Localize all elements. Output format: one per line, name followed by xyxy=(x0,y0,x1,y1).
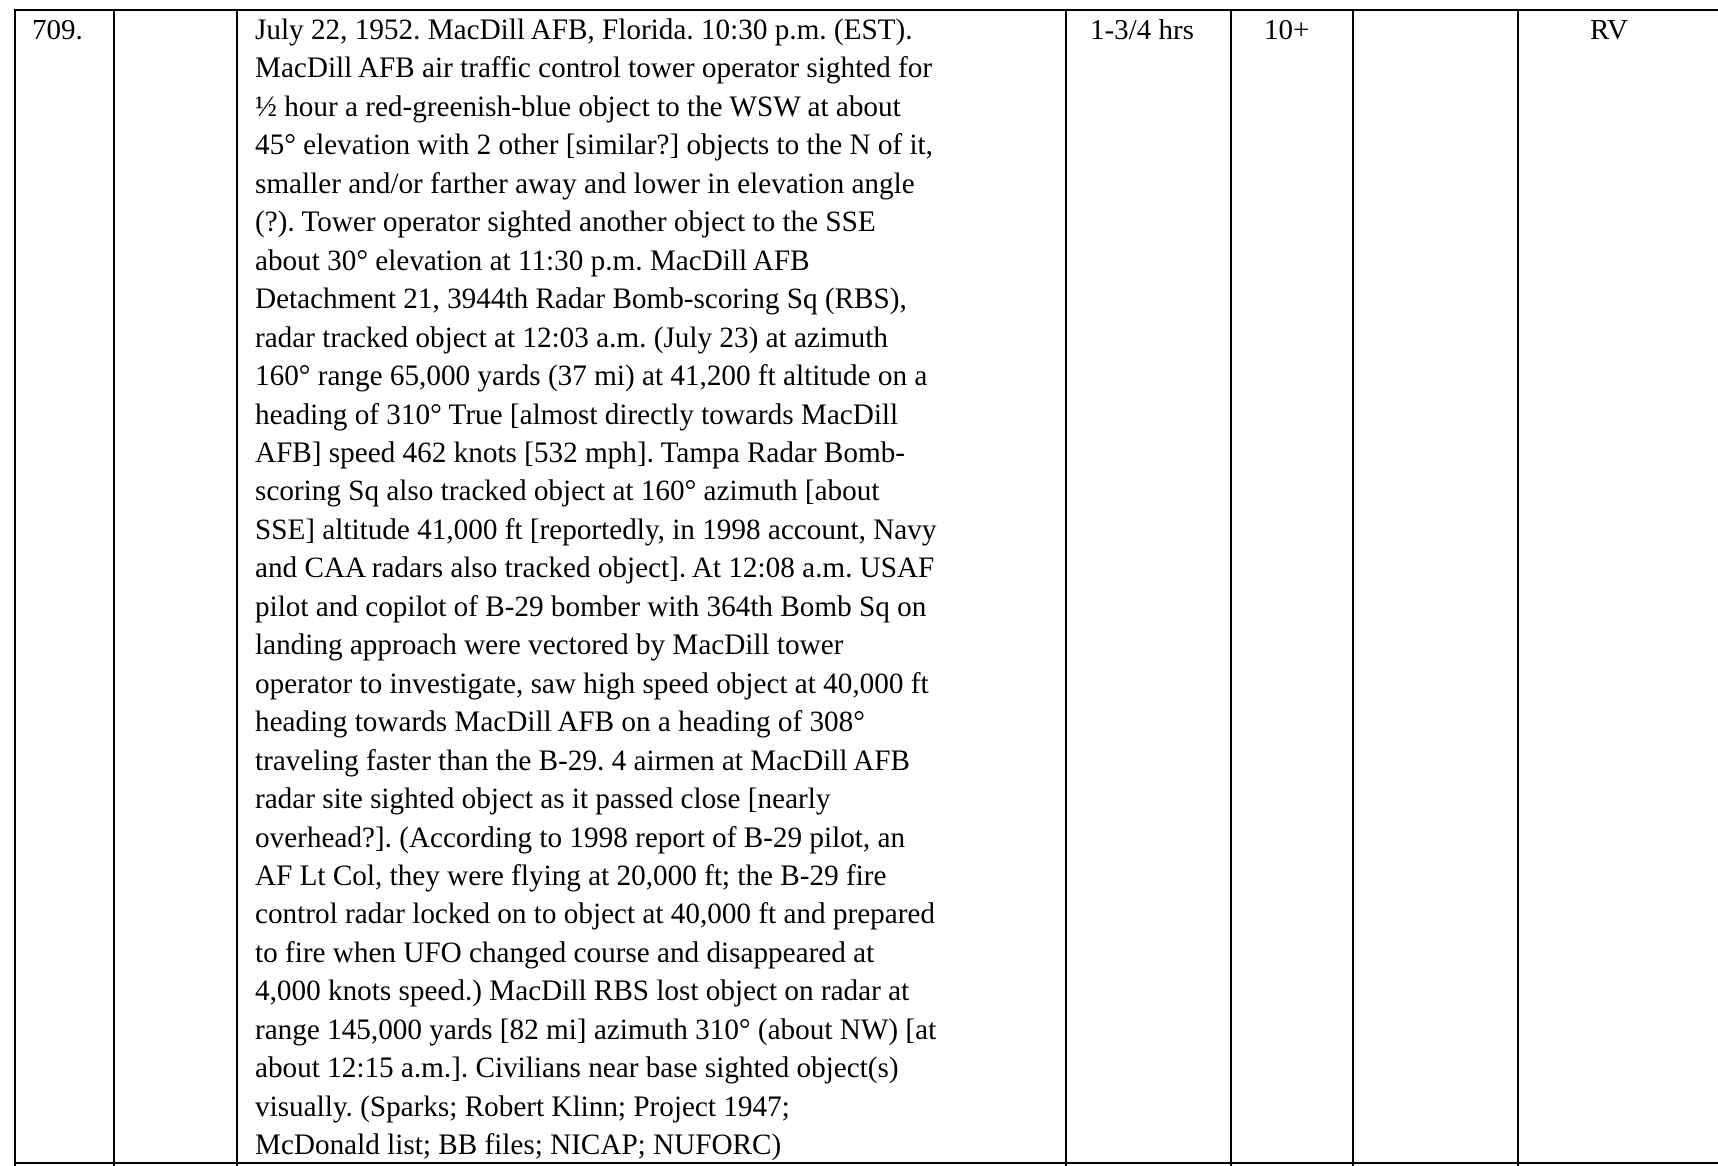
description-line: (?). Tower operator sighted another object to the SSE xyxy=(255,206,876,239)
column-divider-6 xyxy=(1517,9,1519,1166)
entry-description xyxy=(255,11,936,1165)
column-divider-1 xyxy=(113,9,115,1166)
column-divider-5 xyxy=(1352,9,1354,1166)
description-line: about 30° elevation at 11:30 p.m. MacDill AFB xyxy=(255,244,810,277)
description-line: operator to investigate, saw high speed object at 40,000 ft xyxy=(255,667,929,700)
entry-duration: 1-3/4 hrs xyxy=(1090,14,1194,46)
description-line: visually. (Sparks; Robert Klinn; Project 1947; xyxy=(255,1090,790,1123)
description-line: heading towards MacDill AFB on a heading of 308° xyxy=(255,706,865,739)
description-line: landing approach were vectored by MacDill tower xyxy=(255,629,844,662)
description-line: about 12:15 a.m.]. Civilians near base sighted object(s) xyxy=(255,1052,899,1085)
description-line: MacDill AFB air traffic control tower operator sighted for xyxy=(255,52,933,85)
description-line: July 22, 1952. MacDill AFB, Florida. 10:30 p.m. (EST). xyxy=(255,14,913,46)
entry-classification: RV xyxy=(1590,14,1628,46)
description-line: range 145,000 yards [82 mi] azimuth 310° (about NW) [at xyxy=(255,1013,937,1046)
description-line: scoring Sq also tracked object at 160° azimuth [about xyxy=(255,475,880,508)
description-line: and CAA radars also tracked object]. At 12:08 a.m. USAF xyxy=(255,552,935,585)
description-line: control radar locked on to object at 40,000 ft and prepared xyxy=(255,898,935,931)
column-divider-3 xyxy=(1065,9,1067,1166)
description-line: traveling faster than the B-29. 4 airmen at MacDill AFB xyxy=(255,744,910,777)
column-divider-4 xyxy=(1230,9,1232,1166)
description-line: radar site sighted object as it passed close [nearly xyxy=(255,783,831,816)
description-line: AF Lt Col, they were flying at 20,000 ft; the B-29 fire xyxy=(255,859,887,892)
description-line: overhead?]. (According to 1998 report of B-29 pilot, an xyxy=(255,821,906,854)
entry-witnesses: 10+ xyxy=(1264,14,1310,46)
description-line: 160° range 65,000 yards (37 mi) at 41,200 ft altitude on a xyxy=(255,360,928,393)
description-line: SSE] altitude 41,000 ft [reportedly, in 1998 account, Navy xyxy=(255,513,937,546)
description-line: McDonald list; BB files; NICAP; NUFORC) xyxy=(255,1129,782,1162)
description-line: heading of 310° True [almost directly towards MacDill xyxy=(255,398,899,431)
description-line: Detachment 21, 3944th Radar Bomb-scoring Sq (RBS), xyxy=(255,283,907,316)
description-line: 4,000 knots speed.) MacDill RBS lost object on radar at xyxy=(255,975,910,1008)
description-line: 45° elevation with 2 other [similar?] objects to the N of it, xyxy=(255,129,933,162)
description-line: AFB] speed 462 knots [532 mph]. Tampa Radar Bomb- xyxy=(255,436,906,469)
description-line: to fire when UFO changed course and disappeared at xyxy=(255,936,875,969)
column-divider-2 xyxy=(236,9,238,1166)
description-line: pilot and copilot of B-29 bomber with 364th Bomb Sq on xyxy=(255,590,927,623)
table-left-border xyxy=(14,9,16,1166)
description-line: ½ hour a red-greenish-blue object to the WSW at about xyxy=(255,90,901,123)
entry-number: 709. xyxy=(32,14,83,46)
description-line: smaller and/or farther away and lower in elevation angle xyxy=(255,167,915,200)
description-line: radar tracked object at 12:03 a.m. (July 23) at azimuth xyxy=(255,321,888,354)
